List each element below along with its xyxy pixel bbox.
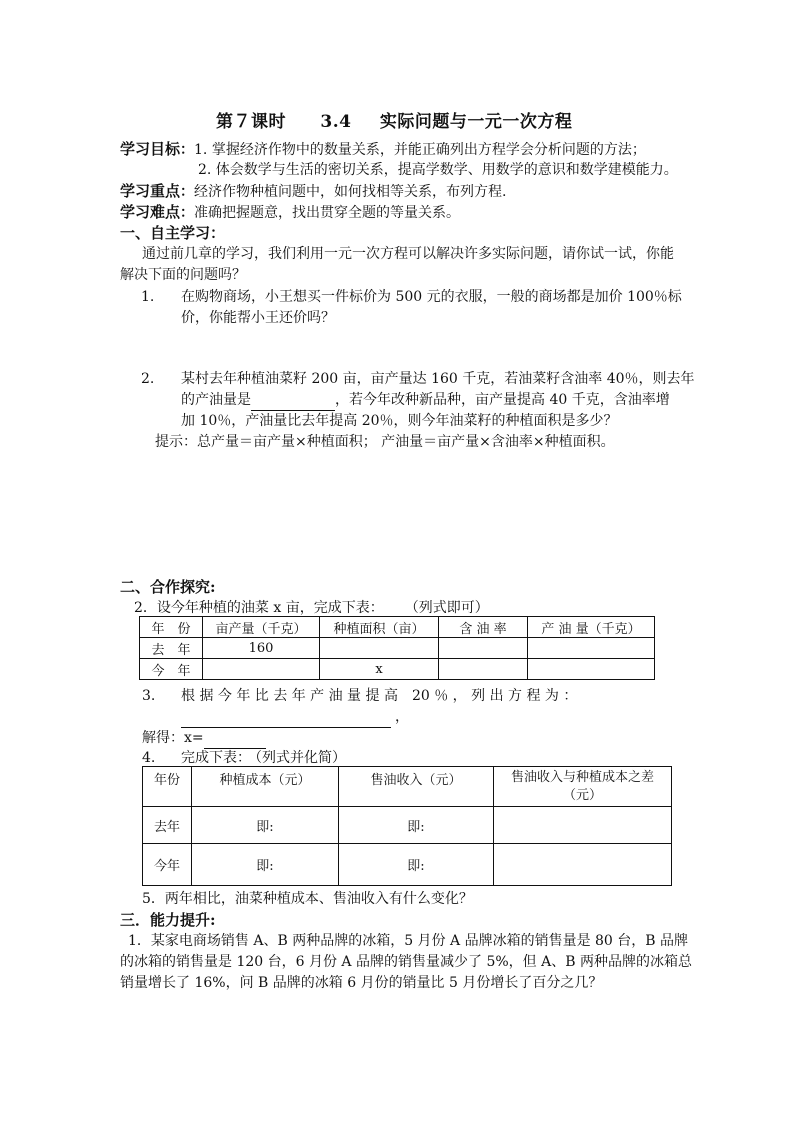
objectives-line1: 学习目标：1. 掌握经济作物中的数量关系，并能正确列出方程学会分析问题的方法； xyxy=(120,140,646,158)
table2-r2-income[interactable]: 即: xyxy=(339,844,494,886)
difficulty: 学习难点：准确把握题意，找出贯穿全题的等量关系。 xyxy=(120,203,461,221)
table2-header-diff-line2: （元） xyxy=(562,788,602,803)
s3-problem-line3: 销量增长了 16%，问 B 品牌的冰箱 6 月份的销量比 5 月份增长了百分之几？ xyxy=(120,975,603,991)
table1-header-oilrate: 含 油 率 xyxy=(439,617,528,638)
table1-header-yield: 亩产量（千克） xyxy=(203,617,320,638)
table1-r1-oilamount[interactable] xyxy=(528,638,655,659)
table1-r1-yield[interactable]: 160 xyxy=(203,638,320,659)
table1-r1-area[interactable] xyxy=(320,638,439,659)
table2-r2-diff[interactable] xyxy=(494,844,672,886)
q3-solve-label: 解得：x= xyxy=(142,730,204,746)
table-cost-income xyxy=(142,766,672,886)
q5: 5．两年相比，油菜种植成本、售油收入有什么变化？ xyxy=(142,891,473,907)
table-row xyxy=(140,638,655,659)
table1-header-area: 种植面积（亩） xyxy=(320,617,439,638)
key-point: 学习重点：经济作物种植问题中，如何找相等关系，布列方程. xyxy=(120,182,507,200)
section1-heading: 一、自主学习： xyxy=(120,224,226,242)
q3-equation-line xyxy=(181,706,409,728)
table2-header-diff-line1: 售油收入与种植成本之差 xyxy=(510,770,654,785)
section1-intro-2: 解决下面的问题吗？ xyxy=(120,267,246,283)
q3-text: 根 据 今 年 比 去 年 产 油 量 提 高 20 ％ ， 列 出 方 程 为 ： xyxy=(181,688,578,704)
table2-header-income: 售油收入（元） xyxy=(339,767,494,807)
q3-number: 3. xyxy=(142,688,156,704)
q2-line2-b: ，若今年改种新品种，亩产量提高 40 千克，含油率增 xyxy=(335,392,670,408)
q3-solve-line xyxy=(142,727,266,749)
objective-2: 2. 体会数学与生活的密切关系，提高学数学、用数学的意识和数学建模能力。 xyxy=(198,162,678,178)
table2-r1-year: 去年 xyxy=(143,807,192,844)
table1-header-row xyxy=(140,617,655,638)
q1-line2: 价，你能帮小王还价吗？ xyxy=(181,310,335,326)
table2-r1-diff[interactable] xyxy=(494,807,672,844)
table1-r2-yield[interactable] xyxy=(203,659,320,680)
section-number: 3.4 xyxy=(320,112,352,132)
section1-intro-1: 通过前几章的学习，我们利用一元一次方程可以解决许多实际问题，请你试一试，你能 xyxy=(142,246,674,262)
section2-heading: 二、合作探究: xyxy=(120,578,216,596)
page-title xyxy=(216,107,572,132)
table1-header-oilamount: 产 油 量（千克） xyxy=(528,617,655,638)
q2-number: 2. xyxy=(141,371,155,387)
s3-problem-line2: 的冰箱的销售量是 120 台，6 月份 A 品牌的销售量减少了 5%，但 A、B 两种品牌的冰箱总 xyxy=(120,954,692,970)
s2-q2-text: 2．设今年种植的油菜 x 亩，完成下表： xyxy=(134,600,384,616)
q2-answer-blank[interactable] xyxy=(251,394,335,411)
table2-header-row xyxy=(143,767,672,807)
table1-header-year: 年 份 xyxy=(140,617,203,638)
table1-r1-year: 去 年 xyxy=(140,638,203,659)
difficulty-text: 准确把握题意，找出贯穿全题的等量关系。 xyxy=(194,205,461,221)
table-row xyxy=(143,807,672,844)
table2-r1-income[interactable]: 即: xyxy=(339,807,494,844)
table-row xyxy=(143,844,672,886)
table2-header-cost: 种植成本（元） xyxy=(192,767,339,807)
table2-header-year: 年份 xyxy=(143,767,192,807)
table-row xyxy=(140,659,655,680)
lesson-number: 第７课时 xyxy=(216,112,286,132)
table1-r2-area[interactable]: x xyxy=(320,659,439,680)
s2-q2-note: （列式即可） xyxy=(411,600,489,616)
table2-r2-cost[interactable]: 即: xyxy=(192,844,339,886)
q3-equation-blank[interactable] xyxy=(181,711,391,728)
table2-header-diff xyxy=(494,767,672,807)
hint: 提示：总产量＝亩产量×种植面积； 产油量＝亩产量×含油率×种植面积。 xyxy=(155,434,615,450)
q3-comma: ， xyxy=(395,709,409,725)
table-oil-production xyxy=(139,616,655,680)
difficulty-label: 学习难点 xyxy=(120,203,181,221)
table1-r2-oilamount[interactable] xyxy=(528,659,655,680)
table2-r2-year: 今年 xyxy=(143,844,192,886)
key-point-text: 经济作物种植问题中，如何找相等关系，布列方程. xyxy=(194,184,507,200)
table1-r1-oilrate[interactable] xyxy=(439,638,528,659)
q2-line2 xyxy=(181,389,670,411)
table1-r2-oilrate[interactable] xyxy=(439,659,528,680)
s3-problem-line1: 1．某家电商场销售 A、B 两种品牌的冰箱，5 月份 A 品牌冰箱的销售量是 80 台，B 品牌 xyxy=(128,933,689,949)
q2-line3: 加 10％，产油量比去年提高 20％，则今年油菜籽的种植面积是多少？ xyxy=(181,413,618,429)
q4-text: 完成下表： xyxy=(181,750,251,766)
q1-number: 1. xyxy=(141,289,155,305)
table2-r1-cost[interactable]: 即: xyxy=(192,807,339,844)
q4-number: 4. xyxy=(142,750,156,766)
q4-note: （列式并化简） xyxy=(255,750,346,766)
topic-title: 实际问题与一元一次方程 xyxy=(379,112,573,132)
section3-heading: 三．能力提升: xyxy=(120,911,216,929)
objective-1: 1. 掌握经济作物中的数量关系，并能正确列出方程学会分析问题的方法； xyxy=(194,142,646,158)
objectives-label: 学习目标 xyxy=(120,140,181,158)
key-point-label: 学习重点 xyxy=(120,182,181,200)
table1-r2-year: 今 年 xyxy=(140,659,203,680)
q2-line1: 某村去年种植油菜籽 200 亩，亩产量达 160 千克，若油菜籽含油率 40％，则去年 xyxy=(181,371,695,387)
q1-line1: 在购物商场，小王想买一件标价为 500 元的衣服，一般的商场都是加价 100％标 xyxy=(181,289,682,305)
q2-line2-a: 的产油量是 xyxy=(181,392,251,408)
